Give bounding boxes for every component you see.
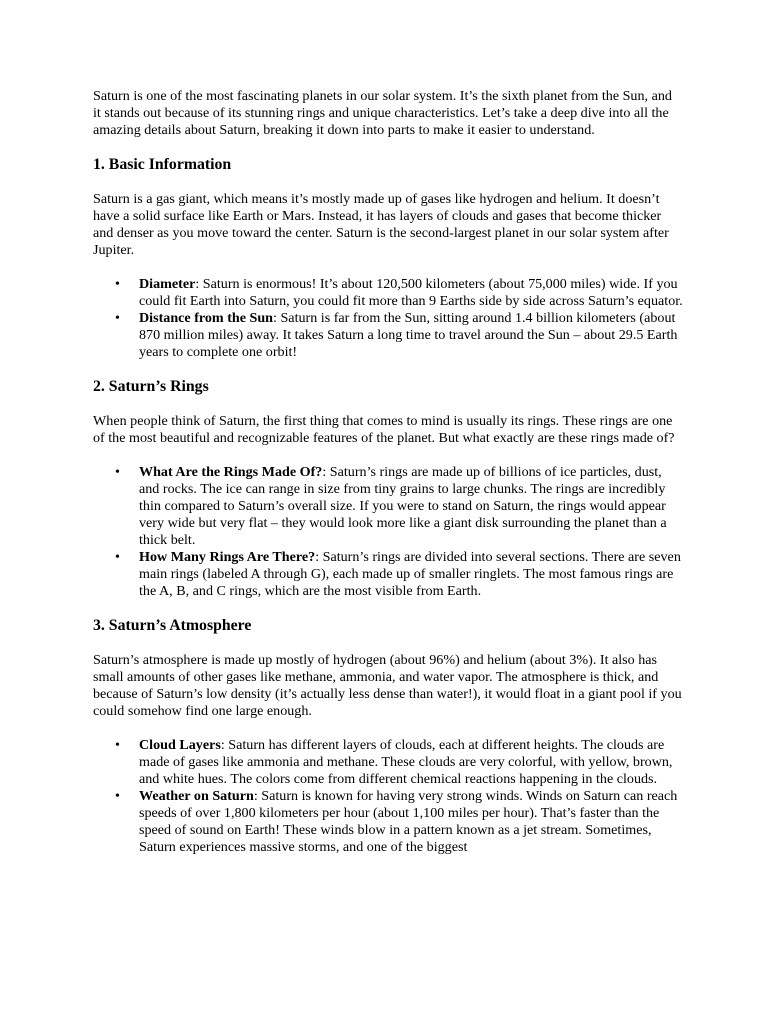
list-item	[93, 788, 683, 856]
list-item-term: Weather on Saturn	[139, 788, 254, 804]
list-item	[93, 310, 683, 361]
bullet-icon: •	[115, 738, 120, 753]
section-paragraph: When people think of Saturn, the first thing that comes to mind is usually its rings. These rings are one of the most beautiful and recognizable features of the planet. But what exactly are these rings made of?	[93, 413, 675, 446]
list-item-term: Distance from the Sun	[139, 310, 274, 326]
intro-paragraph: Saturn is one of the most fascinating planets in our solar system. It’s the sixth planet from the Sun, and it stands out because of its stunning rings and unique characteristics. Let’s take a deep dive into all the amazing details about Saturn, breaking it down into parts to make it easier to understand.	[93, 88, 672, 138]
list-item	[93, 737, 683, 788]
section-paragraph: Saturn’s atmosphere is made up mostly of hydrogen (about 96%) and helium (about 3%). It also has small amounts of other gases like methane, ammonia, and water vapor. The atmosphere is thick, and because of Saturn’s low density (it’s actually less dense than water!), it would float in a giant pool if you could somehow find one large enough.	[93, 652, 682, 719]
list-item-text: : Saturn has different layers of clouds, each at different heights. The clouds are made of gases like ammonia and methane. These clouds are very colorful, with yellow, brown, and white hues. The colors come from different chemical reactions happening in the clouds.	[139, 737, 673, 787]
section-heading: 1. Basic Information	[93, 156, 232, 173]
bullet-icon: •	[115, 277, 120, 292]
list-item-text: : Saturn is enormous! It’s about 120,500 kilometers (about 75,000 miles) wide. If you could fit Earth into Saturn, you could fit more than 9 Earths side by side across Saturn’s equator.	[139, 276, 683, 309]
section-heading: 2. Saturn’s Rings	[93, 378, 209, 395]
bullet-icon: •	[115, 550, 120, 565]
bullet-list	[93, 737, 683, 856]
list-item	[93, 276, 683, 310]
section-paragraph: Saturn is a gas giant, which means it’s mostly made up of gases like hydrogen and helium. It doesn’t have a solid surface like Earth or Mars. Instead, it has layers of clouds and gases that become thicker and denser as you move toward the center. Saturn is the second-largest planet in our solar system after Jupiter.	[93, 191, 669, 258]
section-saturns-atmosphere	[93, 617, 683, 856]
list-item-term: Cloud Layers	[139, 737, 221, 753]
bullet-icon: •	[115, 465, 120, 480]
section-basic-information	[93, 156, 683, 361]
section-saturns-rings	[93, 378, 683, 600]
list-item-text: : Saturn’s rings are made up of billions of ice particles, dust, and rocks. The ice can range in size from tiny grains to large chunks. The rings are incredibly thin compared to Saturn’s overall size. If you were to stand on Saturn, the rings would appear very wide but very flat – they would look more like a giant disk surrounding the planet than a thick belt.	[139, 464, 667, 548]
list-item-term: Diameter	[139, 276, 196, 292]
bullet-list	[93, 464, 683, 600]
list-item	[93, 464, 683, 549]
bullet-list	[93, 276, 683, 361]
section-heading: 3. Saturn’s Atmosphere	[93, 617, 252, 634]
list-item-term: How Many Rings Are There?	[139, 549, 316, 565]
list-item-text: : Saturn is far from the Sun, sitting around 1.4 billion kilometers (about 870 million miles) away. It takes Saturn a long time to travel around the Sun – about 29.5 Earth years to complete one orbit!	[139, 310, 678, 360]
bullet-icon: •	[115, 311, 120, 326]
list-item-text: : Saturn is known for having very strong winds. Winds on Saturn can reach speeds of over 1,800 kilometers per hour (about 1,100 miles per hour). That’s faster than the speed of sound on Earth! These winds blow in a pattern known as a jet stream. Sometimes, Saturn experiences massive storms, and one of the biggest	[139, 788, 678, 855]
list-item-term: What Are the Rings Made Of?	[139, 464, 323, 480]
document-page	[93, 88, 683, 873]
list-item	[93, 549, 683, 600]
bullet-icon: •	[115, 789, 120, 804]
list-item-text: : Saturn’s rings are divided into several sections. There are seven main rings (labeled A through G), each made up of smaller ringlets. The most famous rings are the A, B, and C rings, which are the most visible from Earth.	[139, 549, 681, 599]
